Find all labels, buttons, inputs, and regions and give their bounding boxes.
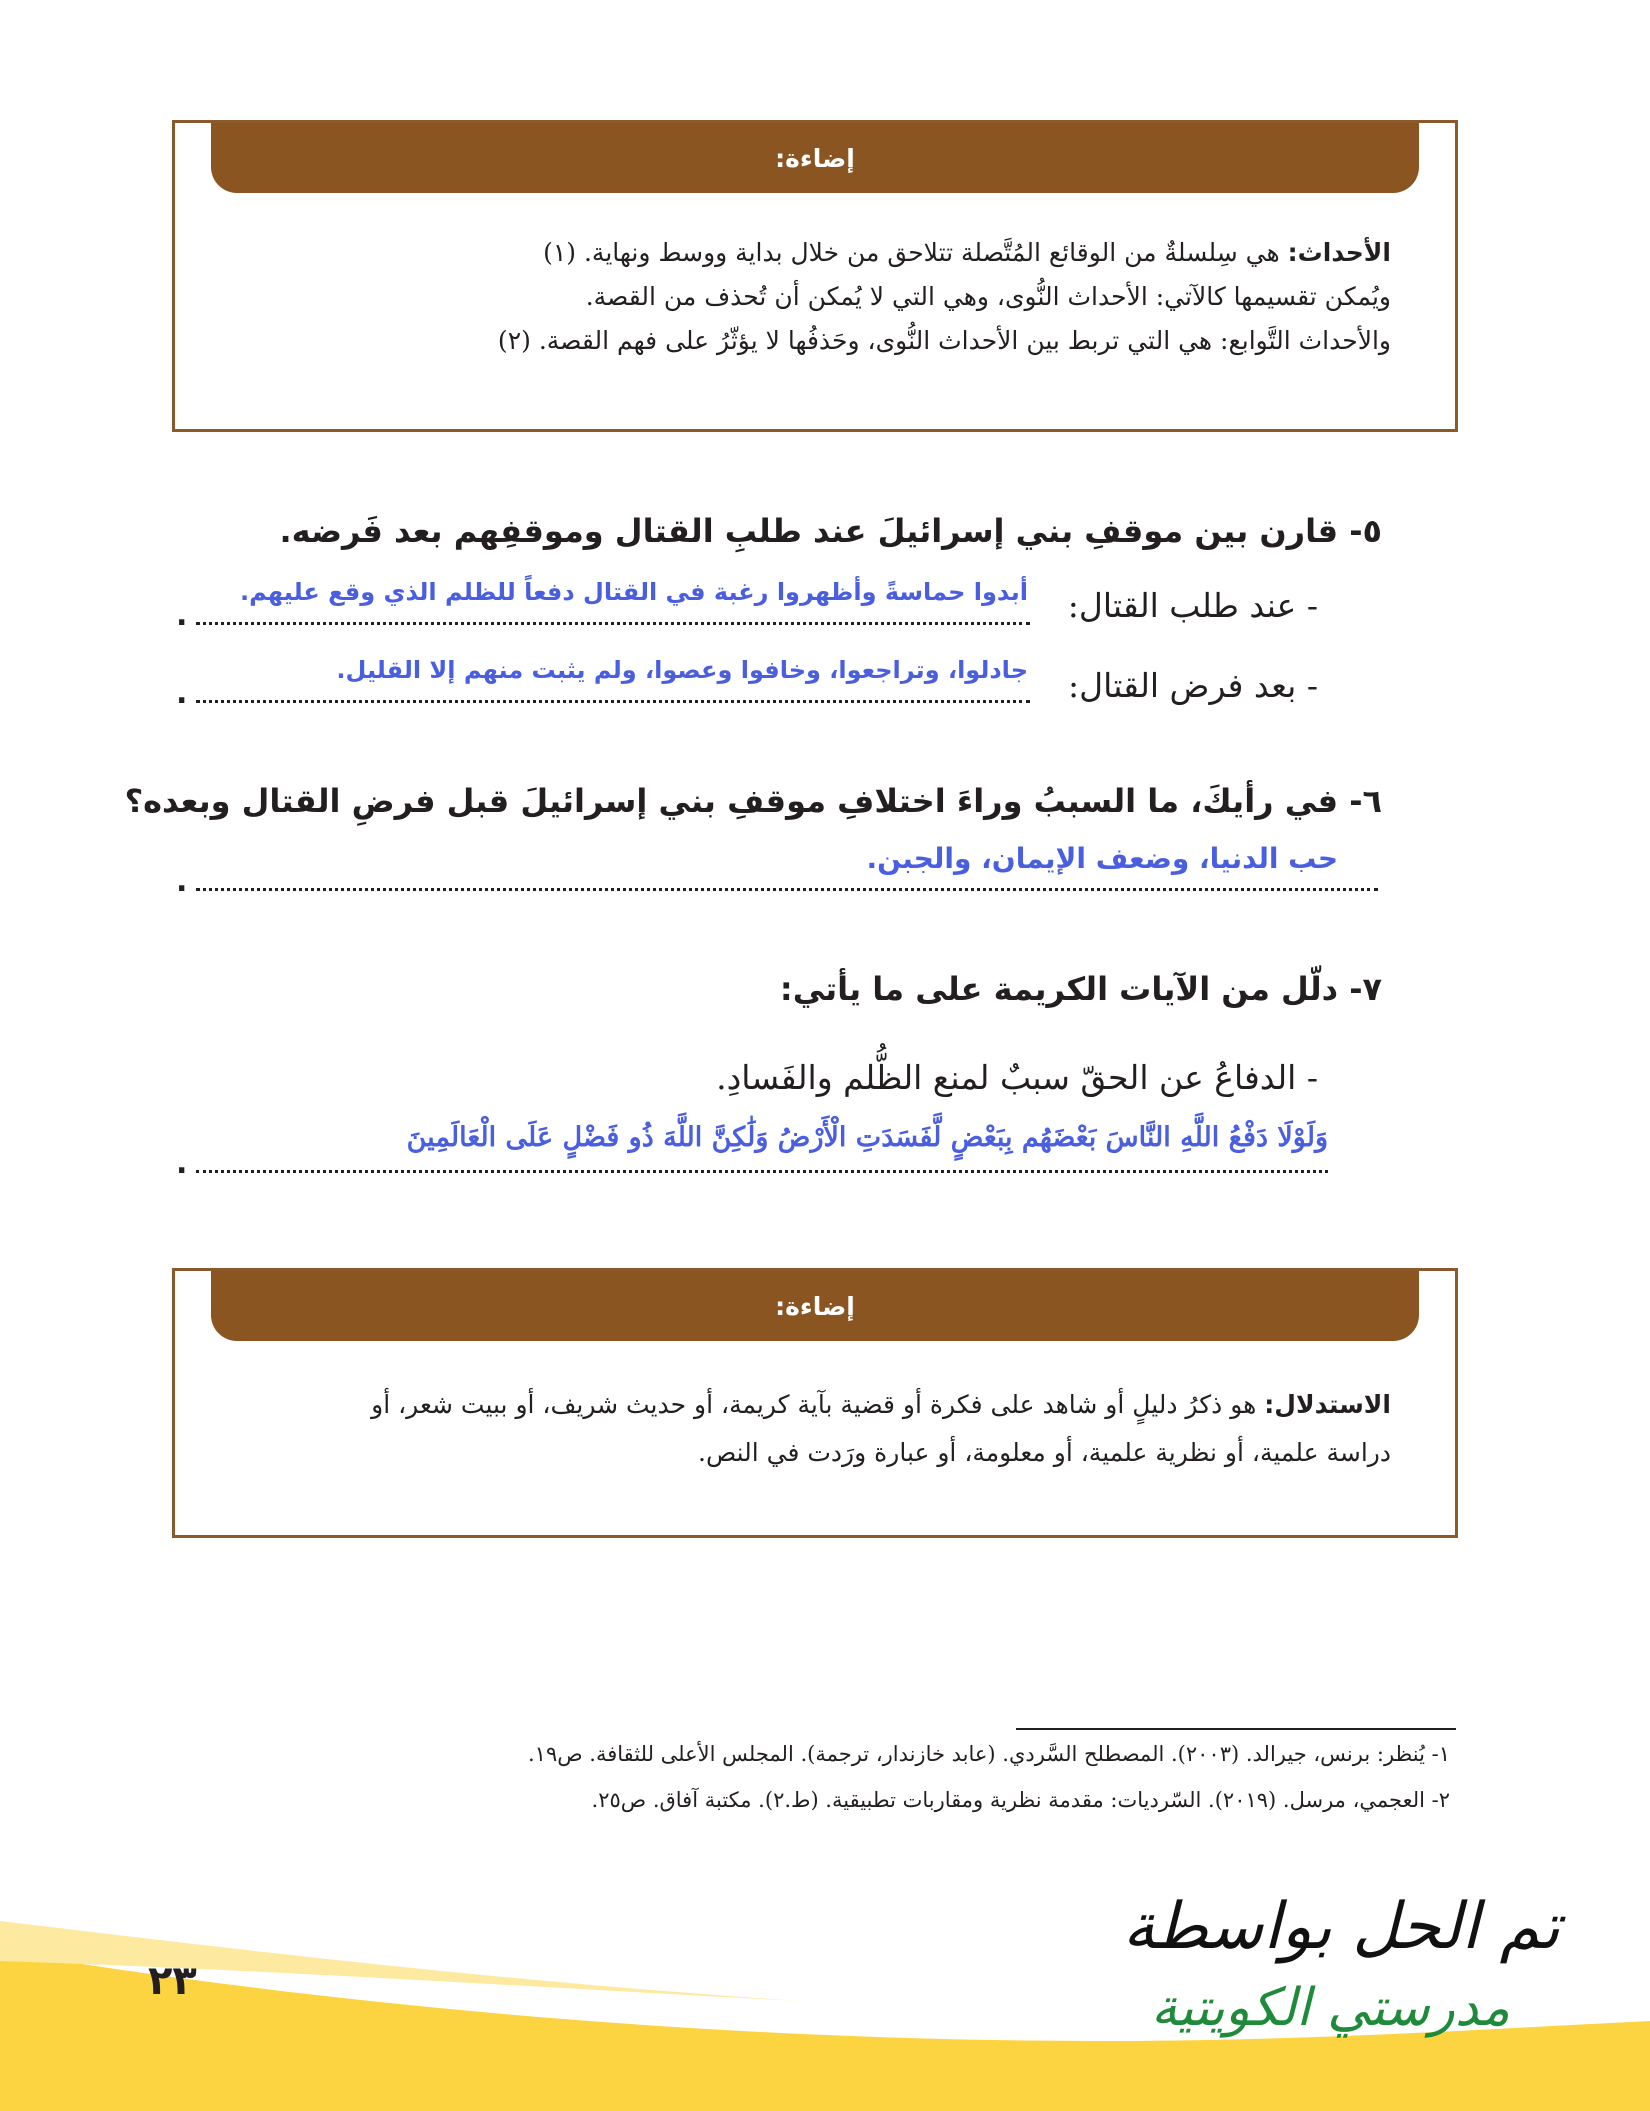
info-line-1-text: هي سِلسلةٌ من الوقائع المُتَّصلة تتلاحق من خلال بداية ووسط ونهاية. (١) [543, 238, 1288, 267]
info-line-2: ويُمكن تقسيمها كالآتي: الأحداث النُّوى، وهي التي لا يُمكن أن تُحذف من القصة. [585, 281, 1391, 311]
stamp-line-1: تم الحل بواسطة [1122, 1890, 1560, 1964]
info-line-3: والأحداث التَّوابع: هي التي تربط بين الأحداث النُّوى، وحَذفُها لا يؤثّرُ على فهم القصة. (٢) [497, 325, 1391, 355]
question-7: ٧- دلّل من الآيات الكريمة على ما يأتي: [779, 970, 1382, 1008]
info-line-2: دراسة علمية، أو نظرية علمية، أو معلومة، أو عبارة ورَدت في النص. [698, 1437, 1391, 1467]
info-box-header-label: إضاءة: [775, 1291, 855, 1321]
question-5: ٥- قارن بين موقفِ بني إسرائيلَ عند طلبِ القتال وموقفِهم بعد فَرضه. [279, 512, 1382, 550]
q5-item-1-end-dot: . [176, 598, 188, 633]
page-number: ٢٣ [148, 1958, 197, 2004]
q5-item-1-answer[interactable]: أبدوا حماسةً وأظهروا رغبة في القتال دفعاً للظلم الذي وقع عليهم. [239, 578, 1028, 606]
footnote-1: ١- يُنظر: برنس، جيرالد. (٢٠٠٣). المصطلح السَّردي. (عابد خازندار، ترجمة). المجلس الأعلى للثقافة. ص١٩. [527, 1742, 1450, 1766]
footnote-divider [1016, 1728, 1456, 1730]
footnote-2: ٢- العجمي، مرسل. (٢٠١٩). السّرديات: مقدمة نظرية ومقاربات تطبيقية. (ط.٢). مكتبة آفاق. ص٢٥. [591, 1788, 1450, 1812]
info-line-1 [225, 231, 1391, 275]
info-box-body [225, 1381, 1391, 1476]
q5-item-2-answer-line [196, 700, 1030, 703]
q6-end-dot: . [176, 864, 188, 899]
q5-item-2-answer[interactable]: جادلوا، وتراجعوا، وخافوا وعصوا، ولم يثبت منهم إلا القليل. [336, 656, 1028, 684]
q5-item-1-label: - عند طلب القتال: [1067, 586, 1318, 625]
info-box-header [211, 1271, 1419, 1341]
q5-item-2-label: - بعد فرض القتال: [1068, 666, 1318, 705]
term-events: الأحداث: [1287, 238, 1391, 267]
info-box-inference [172, 1268, 1458, 1538]
q7-end-dot: . [176, 1146, 188, 1181]
q6-answer-line [196, 888, 1378, 891]
stamp-line-2: مدرستي الكويتية [1151, 1978, 1510, 2038]
q6-answer[interactable]: حب الدنيا، وضعف الإيمان، والجبن. [866, 842, 1338, 875]
info-box-events [172, 120, 1458, 432]
q5-item-2-end-dot: . [176, 676, 188, 711]
q7-item-1-answer[interactable]: وَلَوْلَا دَفْعُ اللَّهِ النَّاسَ بَعْضَهُم بِبَعْضٍ لَّفَسَدَتِ الْأَرْضُ وَلَٰكِنَّ اللَّهَ ذُو فَضْلٍ عَلَى الْعَالَمِينَ [406, 1122, 1328, 1153]
q7-item-1-label: - الدفاعُ عن الحقّ سببٌ لمنع الظُّلم والفَسادِ. [716, 1058, 1318, 1097]
info-box-body [225, 231, 1391, 362]
info-box-header-label: إضاءة: [775, 143, 855, 173]
term-inference: الاستدلال: [1264, 1390, 1391, 1419]
info-line-1 [225, 1381, 1391, 1429]
solution-stamp [1090, 1890, 1590, 2090]
q5-item-1-answer-line [196, 622, 1030, 625]
info-line-1-text: هو ذكرُ دليلٍ أو شاهد على فكرة أو قضية بآية كريمة، أو حديث شريف، أو ببيت شعر، أو [371, 1390, 1265, 1419]
q7-answer-line [196, 1170, 1328, 1173]
info-box-header [211, 123, 1419, 193]
question-6: ٦- في رأيكَ، ما السببُ وراءَ اختلافِ موقفِ بني إسرائيلَ قبل فرضِ القتال وبعده؟ [124, 782, 1382, 820]
